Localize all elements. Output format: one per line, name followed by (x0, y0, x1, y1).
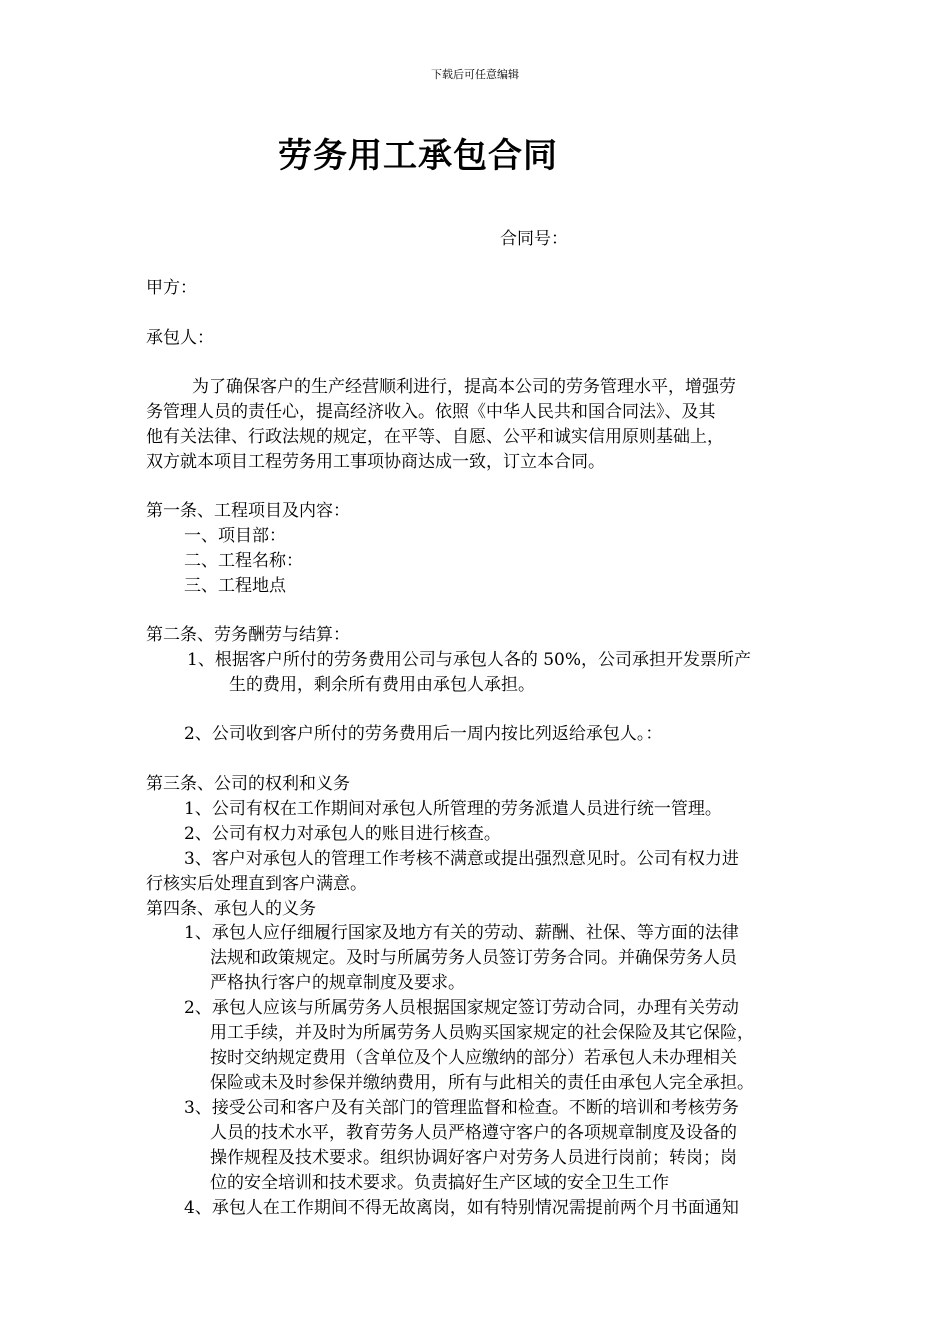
article-4-item-1-line: 严格执行客户的规章制度及要求。 (210, 973, 465, 993)
contractor-label: 承包人： (146, 328, 214, 348)
article-2-item-2: 2、公司收到客户所付的劳务费用后一周内按比列返给承包人。： (184, 724, 663, 744)
article-2-item-1-line: 生的费用，剩余所有费用由承包人承担。 (229, 675, 535, 695)
article-4-item-1-line: 法规和政策规定。及时与所属劳务人员签订劳务合同。并确保劳务人员 (210, 948, 737, 968)
contract-number-label: 合同号： (500, 229, 568, 249)
article-4-item-2-line: 按时交纳规定费用（含单位及个人应缴纳的部分）若承包人未办理相关 (210, 1048, 737, 1068)
preamble-line: 他有关法律、行政法规的规定，在平等、自愿、公平和诚实信用原则基础上， (146, 427, 724, 447)
article-3-item-3-line: 行核实后处理直到客户满意。 (146, 874, 367, 894)
article-4-item-2-line: 用工手续，并及时为所属劳务人员购买国家规定的社会保险及其它保险， (210, 1023, 754, 1043)
article-2-item-1-line: 1、根据客户所付的劳务费用公司与承包人各的 50%，公司承担开发票所产 (187, 650, 752, 670)
article-1-item: 一、项目部： (184, 526, 286, 546)
preamble-line: 务管理人员的责任心，提高经济收入。依照《中华人民共和国合同法》、及其 (146, 402, 716, 422)
article-3-item-1: 1、公司有权在工作期间对承包人所管理的劳务派遣人员进行统一管理。 (184, 799, 722, 819)
preamble-line: 为了确保客户的生产经营顺利进行，提高本公司的劳务管理水平，增强劳 (192, 377, 736, 397)
article-4-item-2-line: 保险或未及时参保并缴纳费用，所有与此相关的责任由承包人完全承担。 (210, 1073, 754, 1093)
party-a-label: 甲方： (146, 278, 197, 298)
article-3-item-3-line: 3、客户对承包人的管理工作考核不满意或提出强烈意见时。公司有权力进 (184, 849, 739, 869)
document-title: 劳务用工承包合同 (278, 136, 558, 176)
article-4-item-3-line: 3、接受公司和客户及有关部门的管理监督和检查。不断的培训和考核劳务 (184, 1098, 739, 1118)
article-4-item-1-line: 1、承包人应仔细履行国家及地方有关的劳动、薪酬、社保、等方面的法律 (184, 923, 739, 943)
article-3-item-2: 2、公司有权力对承包人的账目进行核查。 (184, 824, 501, 844)
article-4-item-4-line: 4、承包人在工作期间不得无故离岗，如有特别情况需提前两个月书面通知 (184, 1198, 739, 1218)
article-1-item: 三、工程地点 (184, 576, 286, 596)
article-4-item-3-line: 位的安全培训和技术要求。负责搞好生产区域的安全卫生工作 (210, 1173, 669, 1193)
article-4-item-2-line: 2、承包人应该与所属劳务人员根据国家规定签订劳动合同，办理有关劳动 (184, 998, 739, 1018)
article-3-heading: 第三条、公司的权利和义务 (146, 774, 350, 794)
article-2-heading: 第二条、劳务酬劳与结算： (146, 625, 350, 645)
article-4-heading: 第四条、承包人的义务 (146, 899, 316, 919)
header-note: 下载后可任意编辑 (431, 68, 519, 81)
preamble-line: 双方就本项目工程劳务用工事项协商达成一致，订立本合同。 (146, 452, 605, 472)
article-4-item-3-line: 人员的技术水平，教育劳务人员严格遵守客户的各项规章制度及设备的 (210, 1123, 737, 1143)
article-1-heading: 第一条、工程项目及内容： (146, 501, 350, 521)
article-1-item: 二、工程名称： (184, 551, 303, 571)
article-4-item-3-line: 操作规程及技术要求。组织协调好客户对劳务人员进行岗前；转岗；岗 (210, 1148, 737, 1168)
